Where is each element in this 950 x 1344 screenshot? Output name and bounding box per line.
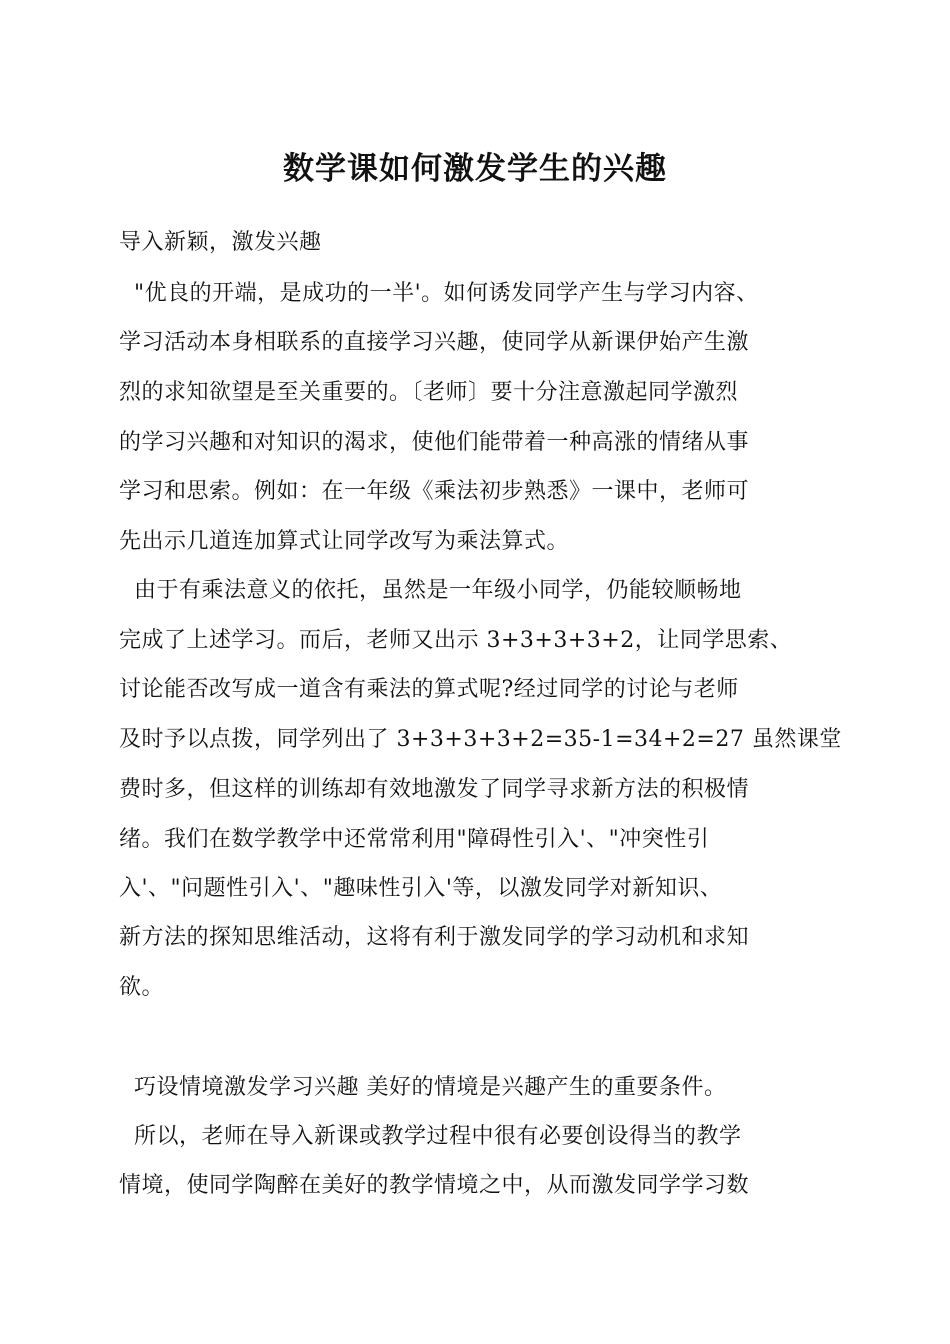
paragraph-line: 讨论能否改写成一道含有乘法的算式呢?经过同学的讨论与老师 <box>119 677 739 702</box>
paragraph-line: 绪。我们在数学教学中还常常利用"障碍性引入'、"冲突性引 <box>119 827 710 852</box>
paragraph-line: 先出示几道连加算式让同学改写为乘法算式。 <box>119 529 570 554</box>
paragraph-line: 情境，使同学陶醉在美好的教学情境之中，从而激发同学学习数 <box>119 1173 750 1198</box>
paragraph-line: 及时予以点拨，同学列出了 3+3+3+3+2=35-1=34+2=27 虽然课堂 <box>119 727 842 752</box>
paragraph-line: 完成了上述学习。而后，老师又出示 3+3+3+3+2，让同学思索、 <box>119 628 793 653</box>
paragraph-line: "优良的开端，是成功的一半'。如何诱发同学产生与学习内容、 <box>119 281 759 306</box>
page-title: 数学课如何激发学生的兴趣 <box>283 151 667 187</box>
paragraph-line: 所以，老师在导入新课或教学过程中很有必要创设得当的教学 <box>119 1124 742 1149</box>
paragraph-line: 费时多，但这样的训练却有效地激发了同学寻求新方法的积极情 <box>119 777 750 802</box>
paragraph-line: 欲。 <box>119 975 165 1000</box>
paragraph-line: 新方法的探知思维活动，这将有利于激发同学的学习动机和求知 <box>119 925 750 950</box>
paragraph-line: 巧设情境激发学习兴趣 美好的情境是兴趣产生的重要条件。 <box>119 1075 727 1100</box>
paragraph-line: 烈的求知欲望是至关重要的。〔老师〕要十分注意激起同学激烈 <box>119 380 739 405</box>
paragraph-line: 由于有乘法意义的依托，虽然是一年级小同学，仍能较顺畅地 <box>119 578 742 603</box>
paragraph-line: 入'、"问题性引入'、"趣味性引入'等，以激发同学对新知识、 <box>119 876 723 901</box>
paragraph-line: 学习和思索。例如：在一年级《乘法初步熟悉》一课中，老师可 <box>119 479 750 504</box>
section-heading: 导入新颖，激发兴趣 <box>119 230 322 255</box>
paragraph-line: 的学习兴趣和对知识的渴求，使他们能带着一种高涨的情绪从事 <box>119 430 750 455</box>
paragraph-line: 学习活动本身相联系的直接学习兴趣，使同学从新课伊始产生激 <box>119 330 750 355</box>
